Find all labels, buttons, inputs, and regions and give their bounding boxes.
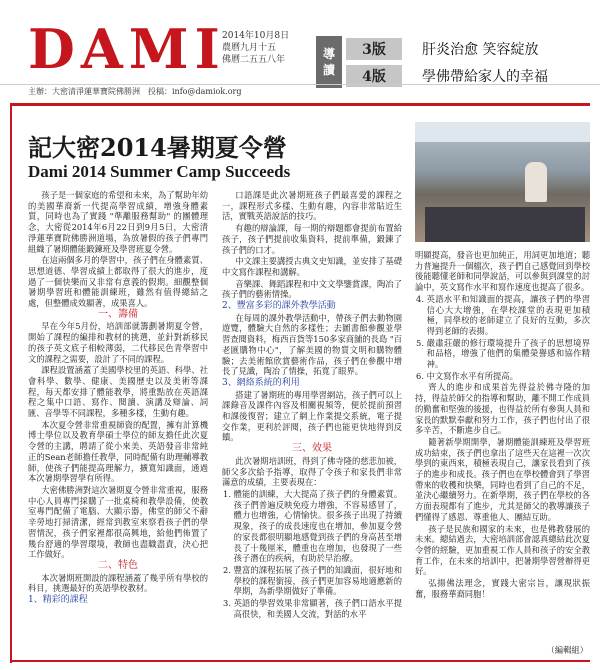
paragraph: 明顯提高，發音也更加純正，用詞更加地道；聽力普遍提升一個檔次，孩子們自己感覺回到學校後能聽懂老師和同學說話，可以參與到課堂的討論中，英文寫作水平和寫作速度也提高了很多。 bbox=[415, 250, 590, 293]
logo: DAMI bbox=[28, 17, 226, 81]
list-item: 4. 英語水平和知識面的提高，讓孩子們的學習信心大大增強，在學校課堂的表現更加積極，同學校的老師建立了良好的互動，多次得到老師的表揚。 bbox=[427, 294, 590, 337]
toc-tag-char: 讀 bbox=[322, 63, 335, 77]
section-heading: 三、效果 bbox=[292, 443, 332, 455]
article-title-en: Dami 2014 Summer Camp Succeeds bbox=[28, 162, 291, 181]
section-heading: 二、特色 bbox=[98, 559, 138, 571]
paragraph: 中文課主要講授古典文史知識，並安排了基礎中文寫作課程和講解。 bbox=[222, 256, 402, 277]
paragraph: 口語課是此次暑期班孩子們最喜愛的課程之一，課程形式多樣、生動有趣，內容非常貼近生活，實戰英語說話的技巧。 bbox=[222, 190, 402, 222]
list-item: 5. 嚴肅莊嚴的修行環境提升了孩子的思想境界和品格，增強了他們的集體榮譽感和協作精神。 bbox=[427, 338, 590, 370]
paragraph: 孩子是一個家庭的希望和未來，為了幫助年幼的美國華裔新一代提高學習成績，增強身體素質，同時也為了實踐 "準離服務幫助" 的團體理念，大密從2014年6月22日到9月5日，大密清淨蓮華寶院佛勝洲道場，為放暑假的孩子們專門組織了暑期體能鍛鍊班及學習班夏令營。 bbox=[28, 190, 208, 254]
date-line: 2014年10月8日 bbox=[222, 31, 290, 41]
bottom-rule bbox=[10, 660, 590, 662]
toc-page: 3版 bbox=[346, 38, 402, 60]
list-item: 3. 英語的學習效果非常顯著，孩子們口語水平提高很快，和美國人交流，對話的水平 bbox=[234, 598, 402, 619]
paragraph: 在每周的課外教學活動中，帶孩子們去動物園遊覽，體驗大自然的多樣性；去圖書館參觀並學習查閱資料，梅西百貨等150多家商舖的長島 "百老匯購物中心"，了解美國的物質文明和購物體驗；去美術館欣賞藝術作品，孩子們在參觀中增長了見識，陶冶了情操，拓寬了眼界。 bbox=[222, 312, 402, 377]
paragraph: 弘揚佛法理念，實踐大密宗旨，讓現狀振奮，服務華裔同胞！ bbox=[415, 578, 590, 599]
subsection-heading: 1、精彩的課程 bbox=[28, 595, 88, 606]
article-column-3 bbox=[415, 250, 590, 642]
paragraph: 音樂課、舞蹈課程和中文文學鑒賞課，陶冶了孩子們的藝術情操。 bbox=[222, 278, 402, 300]
paragraph: 在這兩個多月的學習中，孩子們在身體素質、思想道德、學習成績上都取得了很大的進步，度過了一個快樂而又非常有意義的假期。細觀整個暑期學習班和體能訓練班，雖然有值得總結之處，但整體成效顯著，成果喜人。 bbox=[28, 255, 208, 309]
toc-title: 肝炎治愈 笑容綻放 bbox=[422, 41, 539, 58]
paragraph: 齊人的進步和成果首先得益於佛寺隆的加持，得益於師父的指導和幫助，離不開工作成員的勤奮和堅強的後援，也得益於所有參與人員和家長的默默奉獻和努力工作，孩子們也付出了很多辛苦，不斷進步自己。 bbox=[415, 382, 590, 436]
paragraph: 孩子是民族和國家的未來，也是佛教發展的未來。總結過去，大密培訓部會認真總結此次夏令營的經驗，更加重視工作人員和孩子的安全教育工作，在未來的培訓中，把暑期學習營辦得更好。 bbox=[415, 523, 590, 577]
article-title-zh: 記大密2014暑期夏令營 bbox=[28, 133, 287, 162]
paragraph: 有趣的辯論課，每一期的辯題都會提前布置給孩子，孩子們提前收集資料，提前準備，鍛鍊了孩子們的口才。 bbox=[222, 223, 402, 255]
side-rule bbox=[10, 103, 12, 663]
toc-tag bbox=[316, 36, 342, 88]
paragraph: 大密佛勝洲對這次暑期夏令營非常重視，服務中心人員專門採購了一批桌椅和教學設備，使教室專門配備了電腦、大顯示器，佛堂的師父不辭辛勞地打掃清潔，經常到教室來察看孩子們的學習情況，孩子們家裡都很高興地，給他們佈置了幾台舒適的學習環境，教師也盡職盡責，決心把工作做好。 bbox=[28, 484, 208, 560]
list-item: 6. 中文寫作水平有所提高。 bbox=[427, 371, 590, 382]
paragraph: 本次夏令營非常重視師資的配置，擁有計算機博士學位以及教育學碩士學位的師友擔任此次夏令營的主講，聘請了從小來美、英語發音非常純正的Sean老師擔任教學，同時配備有助理輔導教師，使孩子們能提高理解力，擴寬知識面，通過本次暑期學習學有所得。 bbox=[28, 419, 208, 484]
subsection-heading: 2、豐富多彩的課外教學活動 bbox=[222, 301, 336, 312]
section-heading: 一、籌備 bbox=[98, 308, 138, 320]
paragraph: 早在今年5月份，培訓部就籌劃暑期夏令營，開始了課程的編排和教材的挑選，並針對新移民的孩子英文底子相較薄弱，二代移民色青學習中文的課程之需要，設計了不同的課程。 bbox=[28, 321, 208, 364]
results-list-continued bbox=[415, 294, 590, 382]
paragraph: 本次暑期班開設的課程涵蓋了幾乎所有學校的科目，挑選最好的英語學校教材。 bbox=[28, 572, 208, 594]
results-list bbox=[222, 489, 402, 619]
article-column-2 bbox=[222, 190, 402, 660]
toc-item[interactable] bbox=[346, 36, 596, 61]
contact-bar: 主辦：大密清淨蓮華寶院佛勝洲 投稿：info@damiok.org bbox=[0, 84, 600, 98]
date-block bbox=[222, 30, 289, 66]
summer-camp-photo bbox=[415, 122, 590, 242]
list-item: 2. 豐富的課程拓展了孩子們的知識面，很好地和學校的課程銜接，孩子們更加容易地適應新的學期，為新學期做好了準備。 bbox=[234, 565, 402, 597]
article-column-1 bbox=[28, 190, 208, 660]
toc-title: 學佛帶給家人的幸福 bbox=[422, 68, 548, 85]
masthead bbox=[0, 0, 600, 95]
paragraph: 課程設置涵蓋了美國學校里的英語、科學、社會科學、數學、健康、美國歷史以及美術等課程，每天都安排了體能教學，將重點放在英語課程之集中口語、寫作、閱讀、演講及辯論、詞匯、音學等不同課程，多種多樣，生動有趣。 bbox=[28, 365, 208, 419]
top-rule bbox=[10, 103, 590, 106]
editor-credit: （編輯組） bbox=[546, 645, 588, 655]
date-line: 農曆九月十五 bbox=[222, 43, 277, 53]
date-line: 佛曆二五五八年 bbox=[222, 55, 286, 65]
toc-page: 4版 bbox=[346, 65, 402, 87]
list-item: 1. 體能的訓練，大大提高了孩子們的身體素質。孩子們普遍反映免疫力增強，不容易感冒了，體力也增強，心情愉快。很多孩子出現了持續現象，孩子的成長速度也在增加，參加夏令營的家長都很明顯地感覺到孩子們的身高甚至增長了十幾厘米，體重也在增加，也發現了一些孩子潛在的疾病，有助於早治療。 bbox=[234, 489, 402, 564]
paragraph: 隨著新學期開學，暑期體能訓練班及學習班成功結束，孩子們也拿出了這些天在這裡一次次學到的東西來，積極表現自己，讓家長看到了孩子的進步和成長。孩子們也在學校體會到了學習帶來的收穫和快樂，同時也看到了自己的不足，並決心繼續努力。在新學期，孩子們在學校的各方面表現都有了進步，尤其是師父的教導讓孩子們懂得了感恩、尊重他人、團結互助。 bbox=[415, 436, 590, 522]
subsection-heading: 3、網絡系統的利用 bbox=[222, 377, 300, 388]
toc-tag-char: 導 bbox=[322, 47, 335, 61]
paragraph: 搭建了暑期班的專用學習網站，孩子們可以上課錄音及課件內容及相關視頻等，便於提前預習和課後復習；建立了網上作業提交系統，電子提交作業，更利於評閱，孩子們也能更快地得到反饋。 bbox=[222, 389, 402, 443]
paragraph: 此次暑期培訓班，得到了佛寺隆的慈悲加被，師父多次給予指導，取得了令孩子和家長們非常滿意的成績，主要表現在： bbox=[222, 455, 402, 488]
